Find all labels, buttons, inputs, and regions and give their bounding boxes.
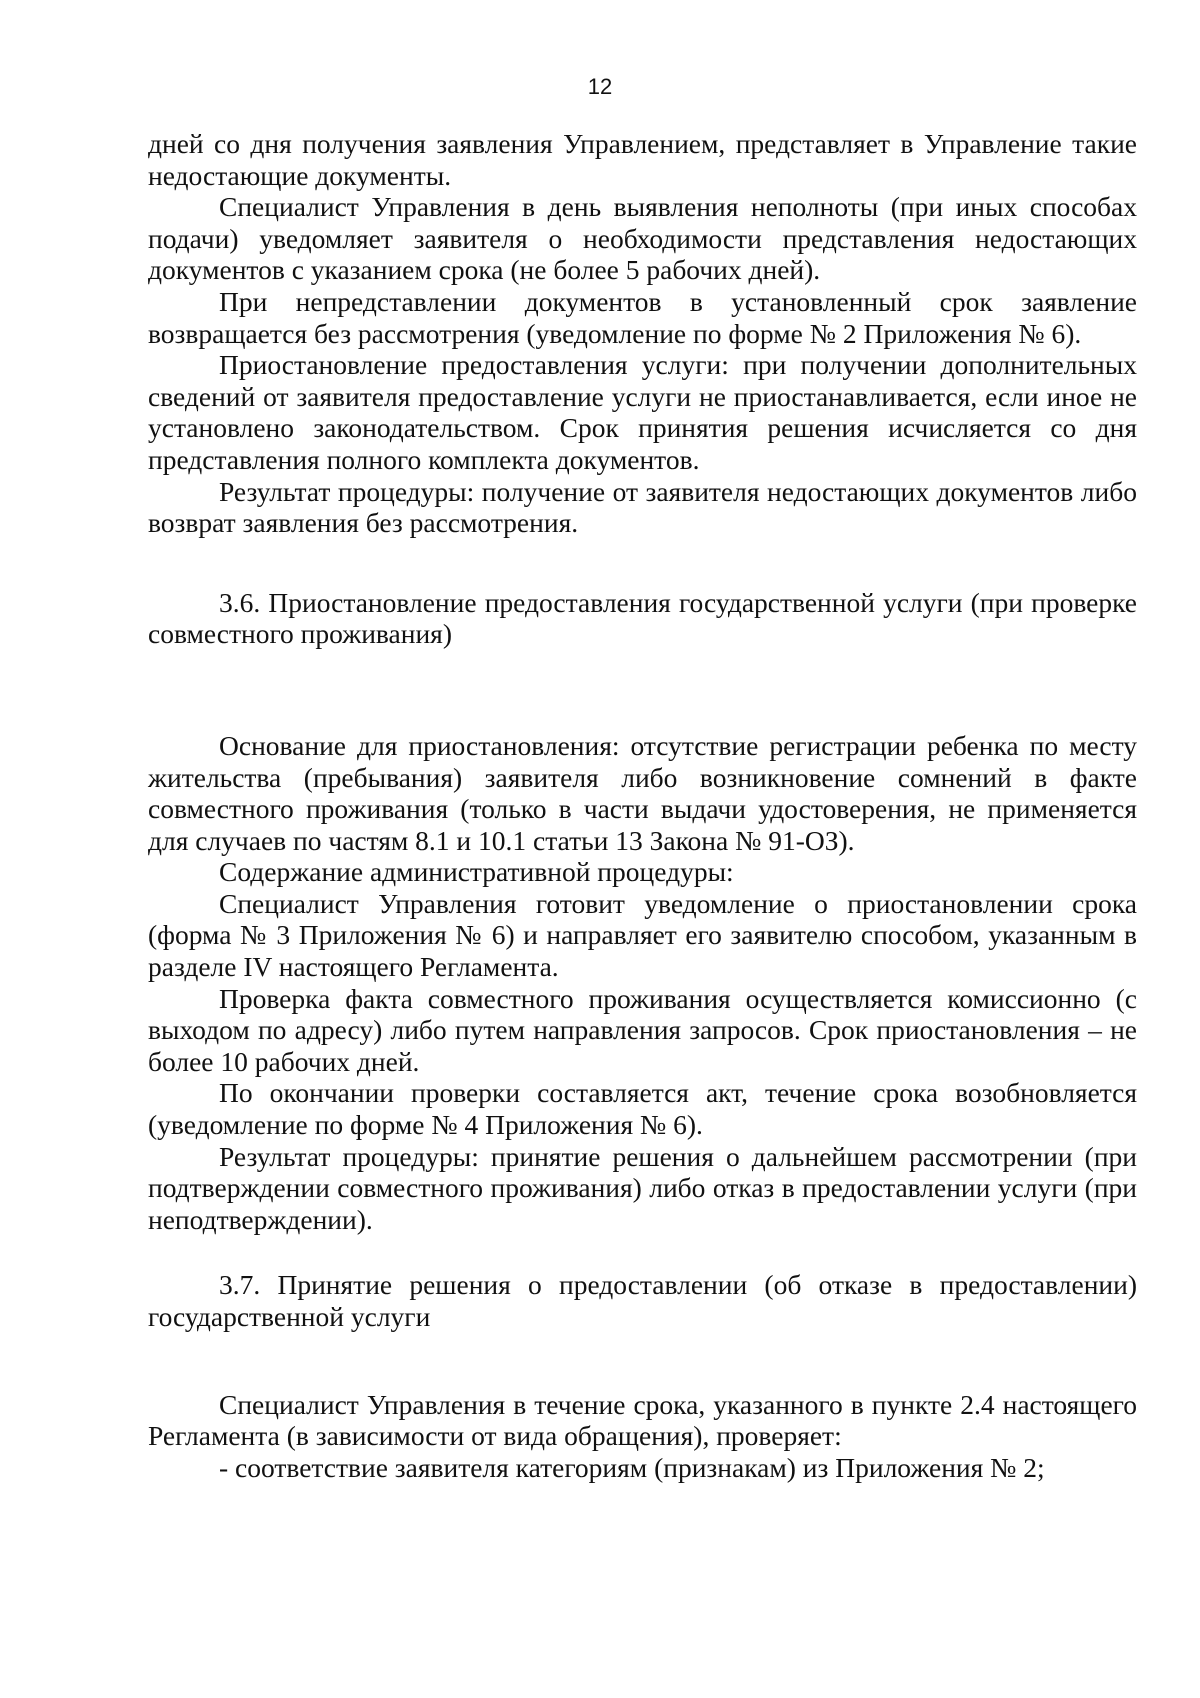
paragraph: Результат процедуры: принятие решения о дальнейшем рассмотрении (при подтверждении совместного проживания) либо отказ в предоставлении услуги (при неподтверждении).: [148, 1140, 1137, 1235]
spacer: [148, 1235, 1137, 1269]
paragraph: Приостановление предоставления услуги: при получении дополнительных сведений от заявителя предоставление услуги не приостанавливается, если иное не установлено законодательством. Срок принятия решения исчисляется со дня представления полного комплекта документов.: [148, 349, 1137, 475]
page-number: 12: [587, 74, 613, 99]
document-body: [148, 128, 1137, 1483]
paragraph: По окончании проверки составляется акт, течение срока возобновляется (уведомление по форме № 4 Приложения № 6).: [148, 1077, 1137, 1141]
paragraph: Проверка факта совместного проживания осуществляется комиссионно (с выходом по адресу) либо путем направления запросов. Срок приостановления – не более 10 рабочих дней.: [148, 982, 1137, 1077]
section-heading-3-7: 3.7. Принятие решения о предоставлении (об отказе в предоставлении) государственной услуги: [148, 1269, 1137, 1332]
list-item: - соответствие заявителя категориям (признакам) из Приложения № 2;: [219, 1451, 1045, 1483]
paragraph: дней со дня получения заявления Управлением, представляет в Управление такие недостающие документы.: [148, 128, 1137, 191]
paragraph: Специалист Управления в день выявления неполноты (при иных способах подачи) уведомляет заявителя о необходимости представления недостающих документов с указанием срока (не более 5 рабочих дней).: [148, 191, 1137, 286]
paragraph: Результат процедуры: получение от заявителя недостающих документов либо возврат заявления без рассмотрения.: [148, 475, 1137, 539]
paragraph: Основание для приостановления: отсутствие регистрации ребенка по месту жительства (пребывания) заявителя либо возникновение сомнений в факте совместного проживания (только в части выдачи удостоверения, не применяется для случаев по частям 8.1 и 10.1 статьи 13 Закона № 91-ОЗ).: [148, 729, 1137, 856]
section-heading-3-6: 3.6. Приостановление предоставления государственной услуги (при проверке совместного проживания): [148, 586, 1137, 650]
paragraph: При непредставлении документов в установленный срок заявление возвращается без рассмотрения (уведомление по форме № 2 Приложения № 6).: [148, 285, 1137, 349]
paragraph: Специалист Управления в течение срока, указанного в пункте 2.4 настоящего Регламента (в зависимости от вида обращения), проверяет:: [148, 1388, 1137, 1452]
spacer: [148, 1333, 1137, 1389]
paragraph: Специалист Управления готовит уведомление о приостановлении срока (форма № 3 Приложения № 6) и направляет его заявителю способом, указанным в разделе IV настоящего Регламента.: [148, 887, 1137, 983]
spacer: [148, 539, 1137, 587]
paragraph: Содержание административной процедуры:: [219, 856, 734, 888]
spacer: [148, 650, 1137, 730]
